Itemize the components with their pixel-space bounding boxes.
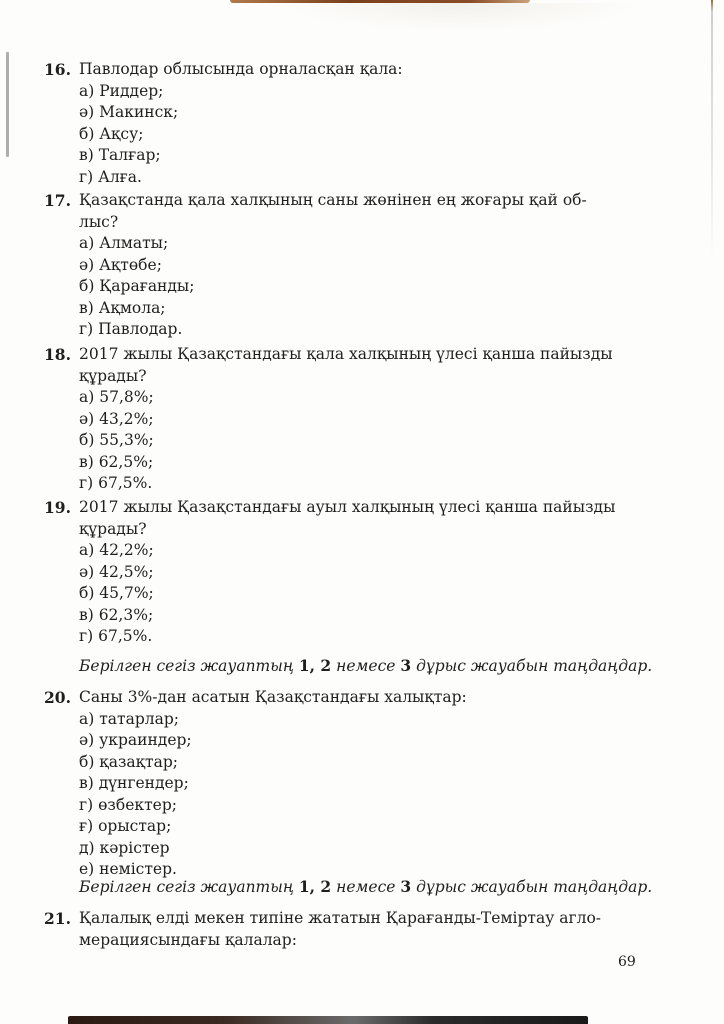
option: е) немістер. [79, 860, 177, 878]
question-20 [0, 687, 724, 881]
option: б) қазақтар; [79, 752, 178, 771]
option: г) Алға. [79, 167, 142, 186]
option: а) 42,2%; [79, 541, 154, 559]
option: ғ) орыстар; [79, 817, 172, 835]
question-text-continued: мерациясындағы қалалар: [79, 930, 297, 949]
option: ә) 42,5%; [79, 562, 154, 581]
instruction-text: Берілген сегіз жауаптың 1, 2 немесе 3 дұрыс жауабын таңдаңдар. [79, 877, 653, 896]
question-text: Саны 3%-дан асатын Қазақстандағы халықтар: [79, 688, 467, 706]
page-number: 69 [618, 954, 636, 970]
option: д) кәрістер [79, 838, 170, 857]
option: г) Павлодар. [79, 320, 183, 338]
option: ә) украиндер; [79, 731, 192, 749]
option: в) дүнгендер; [79, 774, 189, 792]
option: а) 57,8%; [79, 388, 154, 406]
question-text-continued: құрады? [79, 519, 147, 538]
option: б) Ақсу; [79, 124, 144, 143]
question-17 [0, 190, 724, 341]
option: а) татарлар; [79, 709, 180, 728]
option: ә) Макинск; [79, 103, 179, 121]
question-text: 2017 жылы Қазақстандағы қала халқының үлесі қанша пайызды [79, 345, 613, 363]
question-number: 17. [44, 191, 71, 210]
question-number: 20. [44, 688, 71, 707]
option: в) Талғар; [79, 146, 161, 164]
option: г) 67,5%. [79, 474, 153, 492]
option: а) Алматы; [79, 234, 169, 252]
option: а) Риддер; [79, 81, 164, 100]
question-text-continued: лыс? [79, 212, 119, 231]
question-number: 21. [44, 909, 71, 928]
question-16 [0, 59, 724, 188]
question-number: 18. [44, 345, 71, 364]
question-text: Қазақстанда қала халқының саны жөнінен ең жоғары қай об- [79, 191, 587, 209]
option: г) 67,5%. [79, 627, 153, 645]
question-19 [0, 497, 724, 648]
option: б) 55,3%; [79, 431, 154, 449]
book-edge-bottom [68, 1016, 588, 1024]
question-18 [0, 344, 724, 495]
option: ә) Ақтөбе; [79, 255, 162, 274]
question-text: 2017 жылы Қазақстандағы ауыл халқының үлесі қанша пайызды [79, 498, 616, 516]
option: б) Қарағанды; [79, 277, 195, 295]
instruction-text: Берілген сегіз жауаптың 1, 2 немесе 3 дұрыс жауабын таңдаңдар. [79, 656, 653, 675]
page-shadow [280, 3, 640, 31]
question-text: Қалалық елді мекен типіне жататын Қарағанды-Теміртау агло- [79, 909, 602, 927]
option: в) Ақмола; [79, 298, 166, 317]
option: в) 62,3%; [79, 605, 154, 624]
option: б) 45,7%; [79, 584, 154, 602]
question-number: 16. [44, 60, 71, 79]
question-text-continued: құрады? [79, 366, 147, 385]
option: ә) 43,2%; [79, 409, 154, 428]
question-21 [0, 908, 724, 951]
option: г) өзбектер; [79, 795, 177, 814]
question-text: Павлодар облысында орналасқан қала: [79, 60, 403, 78]
option: в) 62,5%; [79, 452, 154, 471]
question-number: 19. [44, 498, 71, 517]
